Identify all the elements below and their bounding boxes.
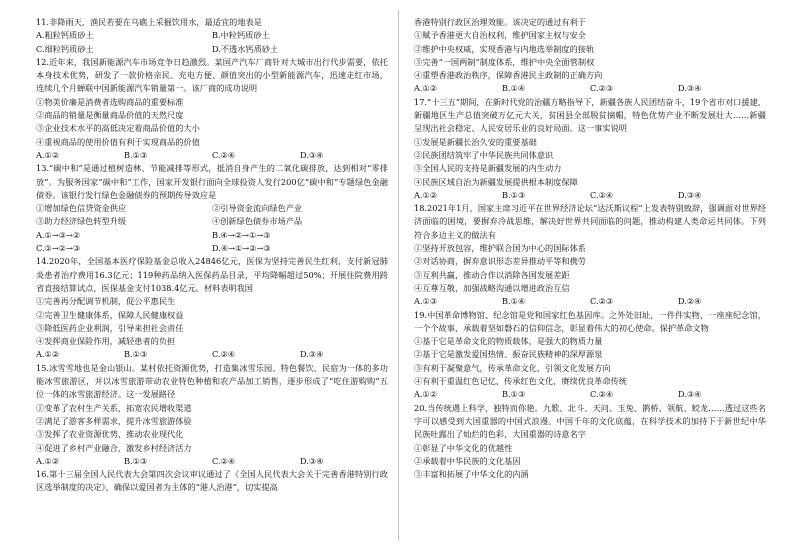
answer-options [36, 229, 388, 256]
question-16 [36, 468, 388, 495]
question-stem: 18.2021年1月，国家主席习近平在世界经济论坛“达沃斯议程”上发表特别致辞，强调面对世界经济面临的困境，要摒弃冷战思维，解决好世界共同面临的问题，推动构建人类命运共同体。下列符合多边主义的做法有 [414, 203, 766, 240]
option-a: A.粗粒钙质砂土 [36, 30, 94, 41]
option-b: B.①④ [502, 296, 526, 307]
option-c: C.②④ [590, 389, 614, 400]
answer-options [36, 455, 388, 468]
answer-options [414, 82, 766, 95]
option-b: B.①③ [502, 189, 526, 200]
statement-list [414, 242, 766, 295]
statement-1: ①彰显了中华文化的优越性 [414, 442, 513, 453]
statement-4: ④有利于重温红色记忆，传承红色文化，赓续优良革命传统 [414, 376, 627, 387]
statement-2: ②承载着中华民族的文化基因 [414, 455, 521, 466]
option-d: D.④→①→②→③ [212, 243, 271, 254]
question-stem: 15.冰雪雪地也是金山银山。某村依托资源优势，打造集冰雪乐园、特色餐饮、民宿为一体的多功能冰雪旅游区，并以冰雪旅游带动农业特色种植和农产品加工销售，逐步形成了“吃住游购购”五位一体的冰雪旅游经济。这一发展路径 [36, 362, 388, 400]
statement-3: ③全国人民的支持是新疆发展的内生动力 [414, 163, 562, 174]
question-14 [36, 255, 388, 361]
question-stem: 19.中国革命博物馆、纪念馆是党和国家红色基因库。之外处旧址，一件件实物，一座座纪念馆，一个个故事，承载着坚如磐石的信仰信念，彰显着伟大的初心使命。保护革命文物 [414, 309, 766, 333]
statement-3: ③互利共赢，推动合作以消除各国发展差距 [414, 269, 570, 280]
option-a: A.①② [36, 349, 60, 360]
question-11 [36, 16, 388, 56]
statement-4: ④创新绿色债券市场产品 [212, 216, 303, 227]
option-a: A.①③ [414, 296, 438, 307]
statement-3: ③有利于凝聚意气，传承革命文化，引领文化发展方向 [414, 362, 611, 373]
statement-1: ①完善再分配调节机制，促公平惠民生 [36, 296, 176, 307]
question-12 [36, 56, 388, 162]
question-stem: 13.“碳中和”是通过植树造林、节能减排等形式，抵消自身产生的二氧化碳排放，达到相对“零排放”。为服务国家“碳中和”工作，国家开发银行面向全球投资人发行200亿“碳中和”专题绿色金融债券。该银行发行绿色金融债券的预期传导效应是 [36, 163, 388, 200]
statement-list [414, 136, 766, 189]
option-a: A.①② [414, 189, 438, 200]
option-d: D.③④ [678, 83, 702, 94]
statement-2: ②引导资金流向绿色产业 [212, 203, 303, 214]
option-c: C.②③ [590, 83, 614, 94]
option-d: D.②④ [678, 296, 702, 307]
left-column [36, 16, 388, 495]
option-b: B.①③ [124, 149, 148, 160]
right-column [414, 16, 766, 481]
statement-2: ②维护中央权威，实现香港与内地选举制度的接轨 [414, 43, 595, 54]
statement-1: ①变革了农村生产关系，拓宽农民增收渠道 [36, 402, 192, 413]
statement-2: ②对话协商，摒弃意识形态差异推动平等和携劳 [414, 256, 586, 267]
statement-4: ④发挥商业保险作用，减轻患者的负担 [36, 336, 176, 347]
statement-2: ②满足了游客多样需求，提升冰雪旅游体验 [36, 415, 192, 426]
option-b: B.④→②→①→③ [212, 229, 271, 240]
answer-options [414, 295, 766, 308]
option-c: C.②③ [590, 296, 614, 307]
answer-options [414, 189, 766, 202]
question-19 [414, 309, 766, 402]
statement-4: ④促进了乡村产业融合，激发乡村经济活力 [36, 442, 192, 453]
statement-3: ③丰富和拓展了中华文化的内涵 [414, 469, 529, 480]
option-b: B.①③ [502, 389, 526, 400]
option-d: D.③④ [678, 389, 702, 400]
statement-1: ①赋予香港更大自治权利，维护国家主权与安全 [414, 30, 586, 41]
statement-list [36, 295, 388, 348]
answer-options [414, 388, 766, 401]
option-b: B.①③ [124, 349, 148, 360]
answer-options [36, 348, 388, 361]
option-c: C.细粒钙质砂土 [36, 43, 94, 54]
statement-3: ③完善“一国两制”制度体系，维护中央全面管制权 [414, 56, 595, 67]
option-d: D.③④ [300, 455, 324, 466]
option-a: A.①→③→② [36, 229, 81, 240]
statement-3: ③降低医药企业利润，引导来担社会责任 [36, 322, 184, 333]
statement-4: ④重塑香港政治秩序，保障香港民主政制的正确方向 [414, 70, 603, 81]
column-divider [398, 10, 399, 540]
option-b: B.①④ [502, 83, 526, 94]
option-c: C.②④ [212, 455, 236, 466]
option-b: B.①③ [124, 455, 148, 466]
statement-1: ①发展是新疆长治久安的重要基础 [414, 136, 537, 147]
question-stem: 香港特别行政区治理效能。该决定的通过有利于 [414, 17, 586, 27]
question-stem: 20.当传统遇上科学，独特而你艳。九歌、北斗、天问、玉兔、鹊桥、领航、蛟龙……透过这些名字可以感受到大国重器的中国式浪漫。中国千年的文化底蕴，在科学技术的加持下于新世纪中华民族吐露出了灿烂的色彩，大国重器的诗意名字 [414, 402, 766, 440]
question-15 [36, 362, 388, 468]
statement-1: ①坚持开放包容，维护联合国为中心的国际体系 [414, 243, 586, 254]
statement-list [414, 335, 766, 388]
answer-options [36, 149, 388, 162]
question-stem: 14.2020年，全国基本医疗保险基金总收入24846亿元，医保为坚持完善民生红利，支付新冠肺炎患者治疗费用16.3亿元；119种药品纳入医保药品目录，平均降幅超过50%；开展住院费用跨省直接结算试点，医保基金支付1038.4亿元。材料表明我国 [36, 256, 388, 293]
option-c: C.②④ [590, 189, 614, 200]
option-d: D.③④ [300, 149, 324, 160]
statement-4: ④民族区域自治为新疆发展提供根本制度保障 [414, 176, 578, 187]
statement-3: ③企业技术水平的高低决定着商品价值的大小 [36, 123, 200, 134]
option-d: D.不透水钙质砂土 [212, 43, 279, 54]
statement-2: ②民族团结筑牢了中华民族共同体意识 [414, 149, 554, 160]
statement-list [36, 96, 388, 149]
question-stem: 12.近年来，我国新能源汽车市场竞争日趋激烈。某国产汽车厂商针对大城市出行代步需要，依托本身技术优势，研发了一款价格亲民、充电方便、颜值突出的小型新能源汽车，迅速走红市场，连续几个月蝉联中国新能源汽车销量第一。该厂商的成功说明 [36, 56, 388, 94]
statement-4: ④互尊互敬，加强战略沟通以增进政治互信 [414, 282, 570, 293]
statement-4: ④重视商品的使用价值有利于实现商品的价值 [36, 136, 200, 147]
statement-list [414, 442, 766, 482]
option-d: D.③④ [300, 349, 324, 360]
option-a: A.①② [36, 149, 60, 160]
option-c: C.②④ [212, 149, 236, 160]
option-d: D.③④ [678, 189, 702, 200]
statement-1: ①基于它是革命文化的物质载体，是强大的物质力量 [414, 336, 603, 347]
option-c: C.①→②→③ [36, 243, 81, 254]
question-stem: 17.“十三五”期间，在新时代党的治疆方略指导下，新疆各族人民团结奋斗，19个省市对口援建，新疆地区生产总值突破万亿元大关，贫困县全部脱贫摘帽，特色优势产业不断发展壮大……新疆呈现出社会稳定、人民安居乐业的良好局面。这一事实说明 [414, 96, 766, 134]
statement-1: ①增加绿色信贷资金供应 [36, 203, 127, 214]
statement-2: ②商品的销量是衡量商品价值的天然尺度 [36, 110, 184, 121]
question-stem: 11.非降雨天，渔民若要在乌礁上采掘饮用水，最适宜的地表是 [36, 17, 262, 27]
question-16-continued [414, 16, 766, 96]
statement-3: ③助力经济绿色转型升级 [36, 216, 127, 227]
option-b: B.中粒钙质砂土 [212, 30, 270, 41]
statement-2: ②完善卫生健康体系，保障人民健康权益 [36, 309, 184, 320]
question-stem: 16.第十三届全国人民代表大会第四次会议审议通过了《全国人民代表大会关于完善香港特别行政区选举制度的决定》，确保以爱国者为主体的“港人治港”，切实提高 [36, 469, 388, 493]
question-20 [414, 402, 766, 482]
option-a: A.①② [414, 389, 438, 400]
statement-1: ①物美价廉是消费者选购商品的重要标准 [36, 96, 184, 107]
statement-list [36, 402, 388, 455]
question-13 [36, 162, 388, 255]
option-c: C.②④ [212, 349, 236, 360]
statement-2: ②基于它是激发爱国热情、振奋民族精神的深厚源泉 [414, 349, 603, 360]
question-18 [414, 202, 766, 308]
statement-3: ③发挥了农业资源优势，推动农业现代化 [36, 429, 184, 440]
statement-list [414, 29, 766, 82]
question-17 [414, 96, 766, 202]
answer-options [36, 29, 388, 56]
option-a: A.①② [414, 83, 438, 94]
option-a: A.①② [36, 455, 60, 466]
statement-list [36, 202, 388, 229]
